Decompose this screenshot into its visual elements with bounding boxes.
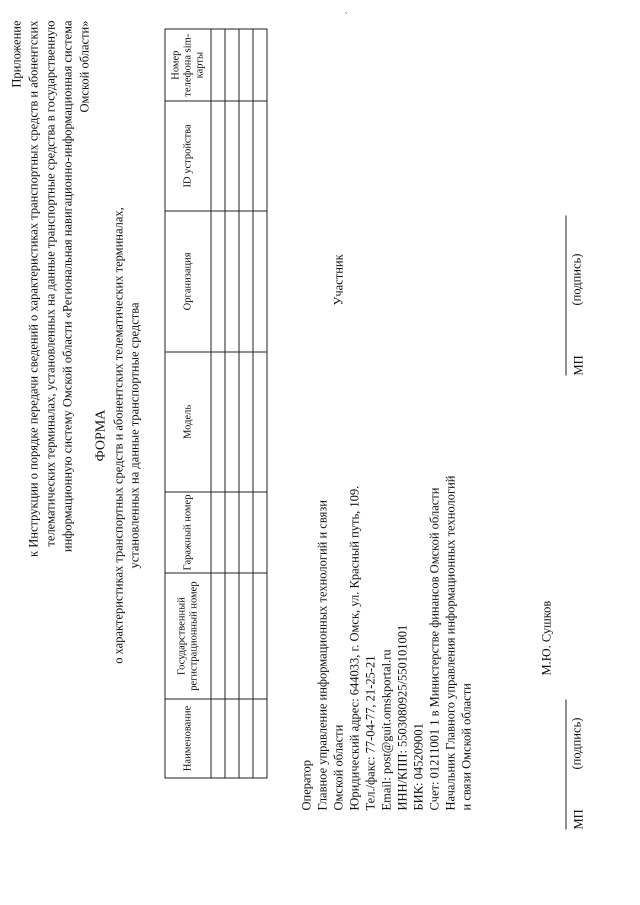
appendix-header: [8, 20, 93, 810]
participant-signature-block: [545, 195, 588, 375]
operator-line: Главное управление информационных технологий и связи: [315, 499, 329, 810]
participant-mp-label: МП: [571, 354, 585, 375]
appendix-line-4: Омской области»: [77, 20, 91, 113]
col-header-organization: Организация: [165, 210, 211, 352]
operator-label: Оператор: [299, 759, 313, 810]
form-subtitle-1: о характеристиках транспортных средств и абонентских телематических терминалах,: [111, 206, 125, 664]
operator-head-title: Начальник Главного управления информационных технологий: [443, 475, 457, 810]
operator-email: Email: post@guit.omskportal.ru: [379, 648, 393, 810]
appendix-line-1: к Инструкции о порядке передачи сведений о характеристиках транспортных средств и абонентских: [26, 20, 40, 557]
form-table: [164, 28, 267, 778]
participant-signature-caption: (подпись): [569, 253, 583, 305]
operator-line: Омской области: [331, 724, 345, 810]
operator-signature-block: [545, 679, 588, 829]
table-header-row: [165, 29, 211, 778]
form-title: ФОРМА: [93, 409, 108, 461]
appendix-label: Приложение: [9, 20, 23, 88]
operator-signature-line: [545, 699, 566, 829]
form-title-block: [92, 115, 142, 755]
participant-signature-line: [545, 215, 566, 375]
col-header-name: Наименование: [165, 698, 211, 777]
operator-address: Юридический адрес: 644033, г. Омск, ул. Красный путь, 109.: [347, 485, 361, 810]
operator-signer-name: М.Ю. Сушков: [539, 600, 553, 675]
participant-label: Участник: [331, 253, 345, 305]
col-header-device-id: ID устройства: [165, 101, 211, 210]
form-subtitle-2: установленных на данные транспортные средства: [127, 301, 141, 569]
table-row: [211, 29, 225, 778]
appendix-line-3: информационную систему Омской области «Региональная навигационно-информационная система: [60, 20, 74, 552]
table-row: [239, 29, 253, 778]
col-header-sim-phone: Номер телефона sim-карты: [165, 29, 211, 101]
col-header-garage-number: Гаражный номер: [165, 491, 211, 573]
operator-head-title-2: и связи Омской области: [459, 682, 473, 810]
col-header-reg-number: Государственный регистрационный номер: [165, 573, 211, 699]
operator-signature-caption: (подпись): [569, 717, 583, 769]
operator-phone: Тел./факс: 77-04-77, 21-25-21: [363, 655, 377, 810]
col-header-model: Модель: [165, 352, 211, 491]
operator-block: [298, 390, 474, 810]
scan-speck: [346, 13, 347, 14]
operator-inn: ИНН/КПП: 5503080925/550101001: [395, 624, 409, 810]
appendix-line-2: телематических терминалах, установленных на данные транспортные средства в государственную: [43, 20, 57, 547]
operator-bik: БИК: 045209001: [411, 722, 425, 810]
table-row: [253, 29, 267, 778]
operator-mp-label: МП: [571, 808, 585, 829]
operator-account: Счет: 01211001 1 в Министерстве финансов Омской области: [427, 487, 441, 810]
table-row: [225, 29, 239, 778]
